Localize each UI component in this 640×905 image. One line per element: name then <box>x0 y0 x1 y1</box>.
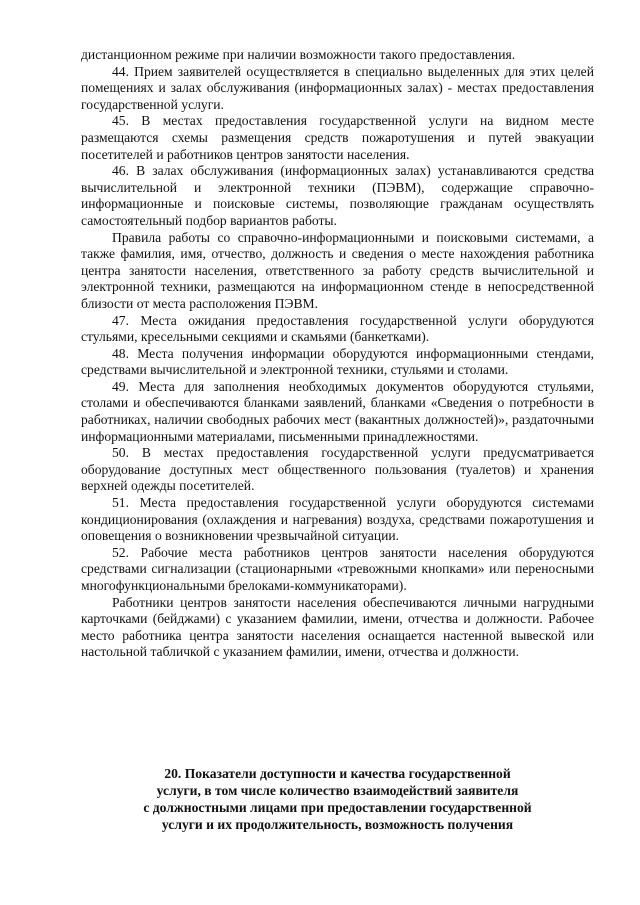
heading-line: услуги и их продолжительность, возможность получения <box>161 817 514 832</box>
paragraph-47: 47. Места ожидания предоставления государственной услуги оборудуются стульями, кресельными секциями и скамьями (банкетками). <box>81 312 594 345</box>
paragraph-44: 44. Прием заявителей осуществляется в специально выделенных для этих целей помещениях и залах обслуживания (информационных залах) - местах предоставления государственной услуги. <box>81 63 594 112</box>
paragraph-46-rules: Правила работы со справочно-информационными и поисковыми системами, а также фамилия, имя, отчество, должность и сведения о месте нахождения работника центра занятости населения, ответственного за работу средств вычислительной и электронной техники, размещаются на информационном стенде в непосредственной близости от места расположения ПЭВМ. <box>81 229 594 311</box>
paragraph-46: 46. В залах обслуживания (информационных залах) устанавливаются средства вычислительной и электронной техники (ПЭВМ), содержащие справочно-информационные и поисковые системы, позволяющие гражданам осуществлять самостоятельный подбор вариантов работы. <box>81 163 594 228</box>
paragraph-50: 50. В местах предоставления государственной услуги предусматривается оборудование доступных мест общественного пользования (туалетов) и хранения верхней одежды посетителей. <box>81 445 594 494</box>
document-body <box>81 47 594 661</box>
paragraph-48: 48. Места получения информации оборудуются информационными стендами, средствами вычислительной и электронной техники, стульями и столами. <box>81 345 594 378</box>
section-heading <box>81 765 594 833</box>
paragraph-52: 52. Рабочие места работников центров занятости населения оборудуются средствами сигнализации (стационарными «тревожными кнопками» или переносными многофункциональными брелоками-коммуникаторами). <box>81 544 594 593</box>
paragraph-49: 49. Места для заполнения необходимых документов оборудуются стульями, столами и обеспечиваются бланками заявлений, бланками «Сведения о потребности в работниках, наличии свободных рабочих мест (вакантных должностей)», раздаточными информационными материалами, письменными принадлежностями. <box>81 378 594 444</box>
paragraph-52-badges: Работники центров занятости населения обеспечиваются личными нагрудными карточками (бейджами) с указанием фамилии, имени, отчества и должности. Рабочее место работника центра занятости населения оснащается настенной вывеской или настольной табличкой с указанием фамилии, имени, отчества и должности. <box>81 594 594 660</box>
paragraph-45: 45. В местах предоставления государственной услуги на видном месте размещаются схемы размещения средств пожаротушения и путей эвакуации посетителей и работников центров занятости населения. <box>81 113 594 162</box>
paragraph-continuation: дистанционном режиме при наличии возможности такого предоставления. <box>81 47 516 62</box>
paragraph-51: 51. Места предоставления государственной услуги оборудуются системами кондиционирования (охлаждения и нагревания) воздуха, средствами пожаротушения и оповещения о возникновении чрезвычайной ситуации. <box>81 495 594 544</box>
heading-line: 20. Показатели доступности и качества государственной <box>164 766 511 781</box>
heading-line: с должностными лицами при предоставлении государственной <box>143 800 532 815</box>
heading-line: услуги, в том числе количество взаимодействий заявителя <box>156 783 519 798</box>
